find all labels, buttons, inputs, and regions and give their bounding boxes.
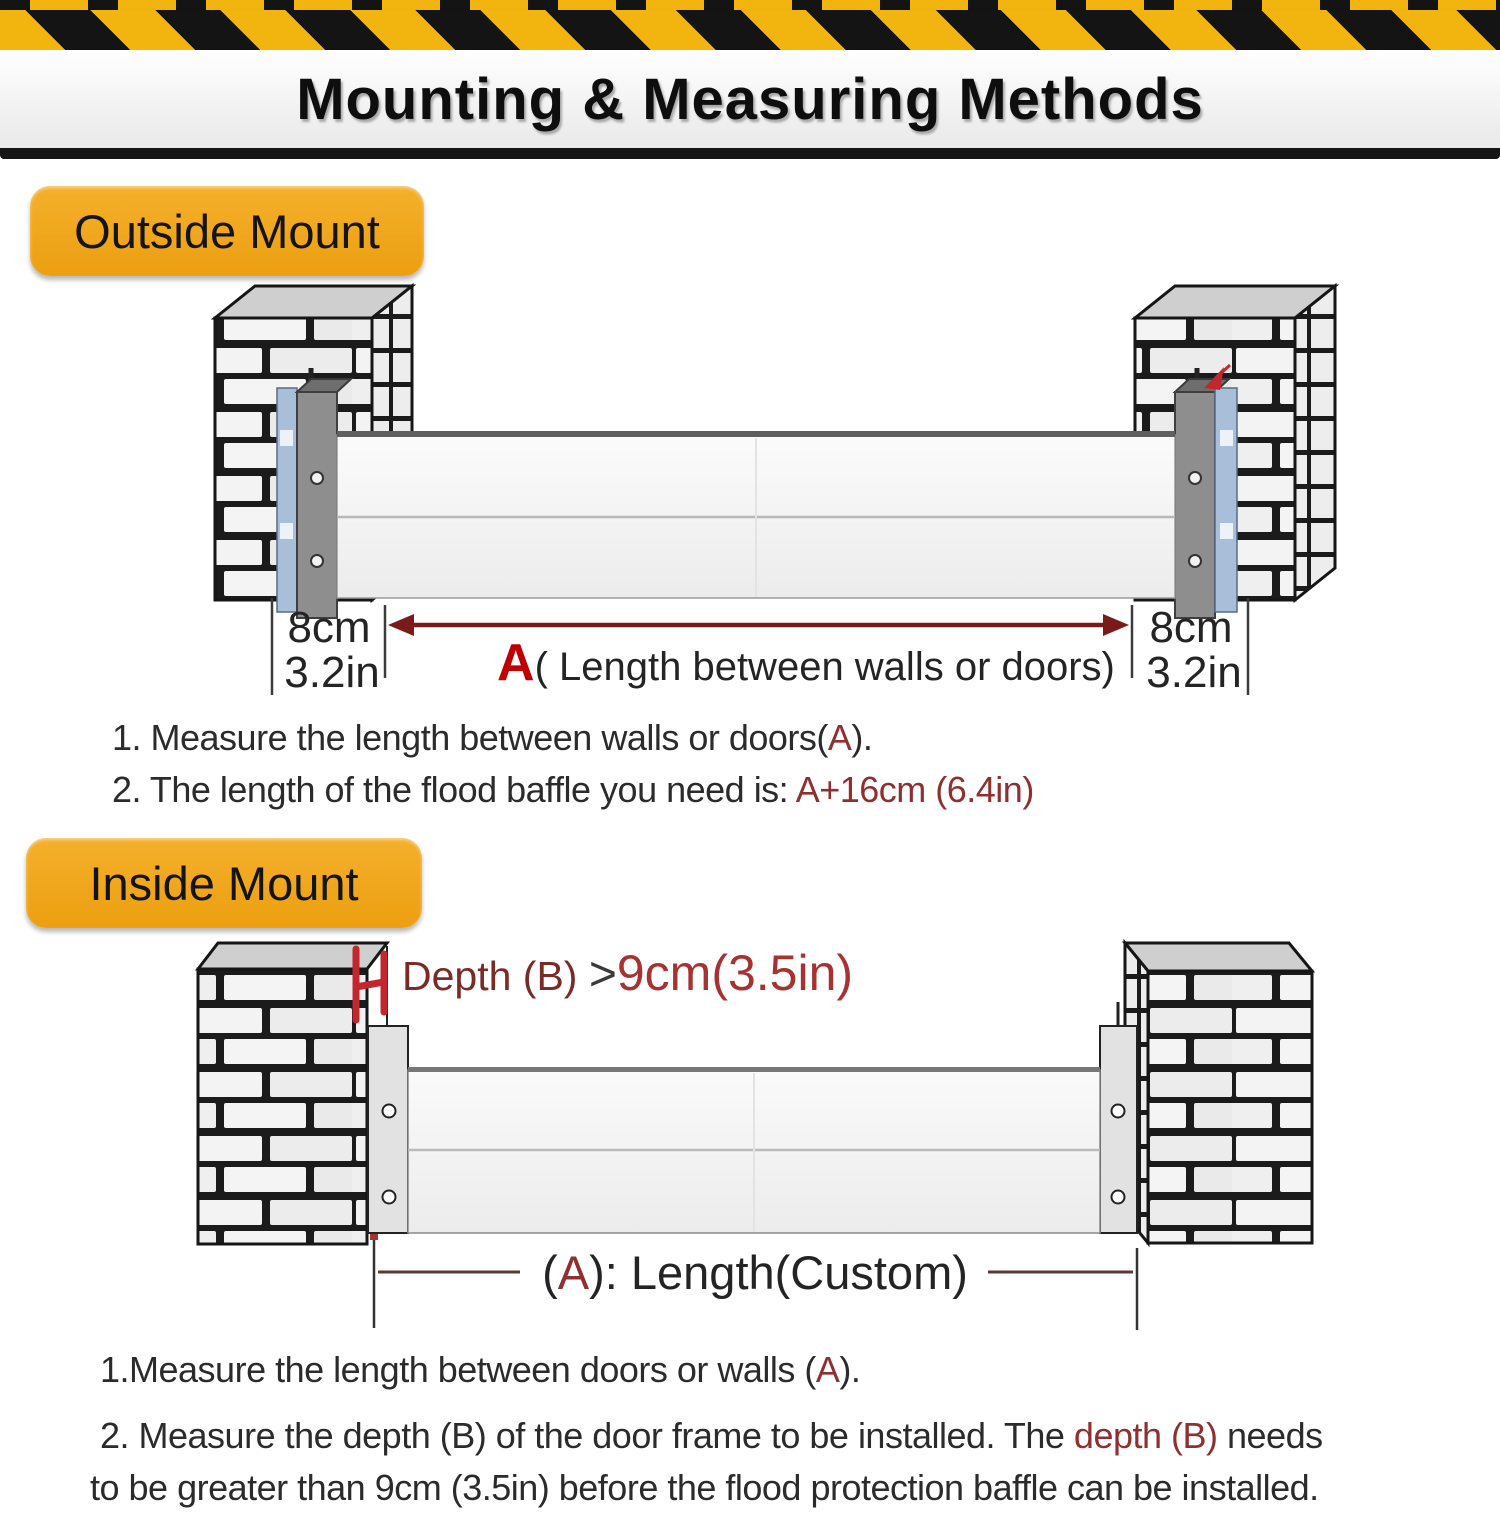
- inside-mount-diagram: [0, 940, 1500, 1335]
- span-letter-a: A: [497, 634, 535, 692]
- gap-label-left-cm: 8cm: [287, 603, 371, 652]
- outside-mount-badge-label: Outside Mount: [74, 204, 380, 258]
- right-brick-pillar: [1125, 943, 1312, 1243]
- seal-strip-left: [277, 388, 297, 612]
- gap-label-right-cm: 8cm: [1149, 603, 1233, 652]
- inside-step-2-continued: to be greater than 9cm (3.5in) before the flood protection baffle can be installed.: [90, 1467, 1319, 1508]
- outside-mount-badge: [30, 186, 424, 276]
- flood-baffle-panels: [408, 1067, 1100, 1233]
- length-letter-a: A: [557, 1246, 590, 1299]
- page-title: Mounting & Measuring Methods: [296, 66, 1204, 132]
- inside-step-2: 2. Measure the depth (B) of the door frame to be installed. The depth (B) needs: [100, 1415, 1323, 1456]
- depth-label: Depth (B) >9cm(3.5in): [402, 945, 854, 1001]
- gap-label-left-in: 3.2in: [284, 648, 380, 697]
- length-label: (A): Length(Custom): [542, 1246, 968, 1299]
- title-divider-bar: [0, 148, 1500, 159]
- hazard-tape-top-edge: [0, 0, 1500, 10]
- inside-step-1: 1.Measure the length between doors or walls (A).: [100, 1349, 861, 1390]
- gap-label-right-in: 3.2in: [1146, 648, 1242, 697]
- inside-mount-badge-label: Inside Mount: [89, 856, 359, 910]
- title-band: [0, 50, 1500, 148]
- flood-baffle-panels: [337, 431, 1175, 598]
- outside-step-2: 2. The length of the flood baffle you need is: A+16cm (6.4in): [112, 769, 1034, 810]
- inside-mount-badge: [26, 838, 422, 928]
- span-label: A( Length between walls or doors): [497, 634, 1115, 692]
- mounting-channel-left: [368, 1026, 408, 1233]
- mounting-channel-right: [1100, 1002, 1137, 1233]
- seal-strip-right: [1215, 388, 1237, 612]
- outside-mount-steps: [112, 712, 1034, 816]
- hazard-tape-stripes: [0, 10, 1500, 50]
- outside-mount-diagram: [0, 280, 1500, 710]
- outside-step-1: 1. Measure the length between walls or doors(A).: [112, 717, 873, 758]
- span-measurement-arrow: [388, 614, 1129, 636]
- inside-mount-steps: [90, 1344, 1323, 1514]
